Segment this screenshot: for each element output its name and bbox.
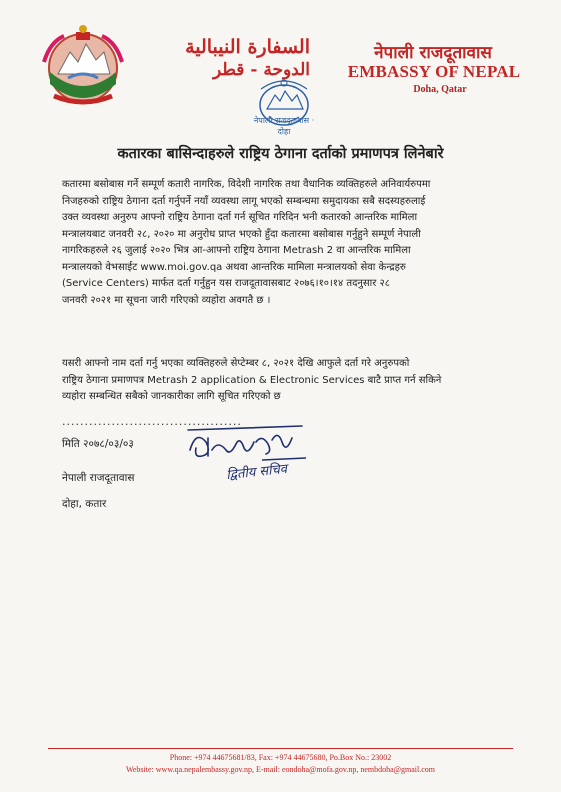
paragraph-line: यसरी आफ्नो नाम दर्ता गर्नु भएका व्यक्तिहरुले सेप्टेम्बर ८, २०२१ देखि आफुले दर्ता गरे अनुरुपको — [62, 358, 410, 369]
paragraph-line: उक्त व्यवस्था अनुरुप आफ्नो राष्ट्रिय ठेगाना दर्ता गर्न सूचित गरिदिन भनी कतारको आन्तरिक मामिला — [62, 212, 418, 223]
paragraph-line: मन्त्रालयबाट जनवरी २८, २०२० मा अनुरोध प्राप्त भएको हुँदा कतारमा बसोबास गर्नुहुने सम्पूर्ण नेपाली — [62, 228, 421, 240]
english-embassy-city: Doha, Qatar — [413, 84, 467, 95]
paragraph-line: जनवरी २०२१ मा सूचना जारी गरिएको व्यहोरा अवगतै छ । — [62, 294, 271, 306]
arabic-embassy-city: الدوحة - قطر — [212, 60, 310, 80]
arabic-embassy-name: السفارة النيبالية — [185, 36, 310, 58]
paragraph-2 — [62, 356, 510, 406]
paragraph-line: नागरिकहरुले २६ जुलाई २०२० भित्र आ-आफ्नो राष्ट्रिय ठेगाना Metrash 2 वा आन्तरिक मामिला — [62, 245, 411, 256]
signoff-city: दोहा, कतार — [62, 498, 107, 510]
footer-divider — [48, 748, 513, 749]
signoff-date: मिति २०७८/०३/०३ — [62, 438, 134, 450]
nepali-embassy-name: नेपाली राजदूतावास — [374, 43, 492, 63]
footer-contact: Phone: +974 44675681/83, Fax: +974 44675680, Po.Box No.: 23002 — [169, 753, 392, 762]
paragraph-line: व्यहोरा सम्बन्धित सबैको जानकारीका लागि सूचित गरिएको छ — [62, 391, 281, 402]
paragraph-line: राष्ट्रिय ठेगाना प्रमाणपत्र Metrash 2 application & Electronic Services बाटै प्राप्त गर्न सकिने — [62, 374, 442, 386]
signature-dotted-line: ........................................ — [62, 415, 242, 428]
signatory-role: द्वितीय सचिव — [225, 461, 288, 484]
stamp-text: नेपाली राजदूतावास · दोहा — [253, 116, 315, 136]
english-embassy-name: EMBASSY OF NEPAL — [347, 62, 521, 81]
paragraph-line: कतारमा बसोबास गर्ने सम्पूर्ण कतारी नागरिक, विदेशी नागरिक तथा वैधानिक व्यक्तिहरुले अनिवार्यरुपमा — [62, 179, 431, 190]
signoff-embassy: नेपाली राजदूतावास — [62, 472, 135, 484]
document-title: कतारका बासिन्दाहरुले राष्ट्रिय ठेगाना दर्ताको प्रमाणपत्र लिनेबारे — [117, 146, 444, 162]
paragraph-line: निजहरुको राष्ट्रिय ठेगाना दर्ता गर्नुपर्ने नयाँ व्यवस्था लागू भएको सम्बन्धमा समुदायका सबै सदस्यहरुलाई — [62, 195, 426, 207]
nepal-coat-of-arms-icon — [40, 22, 126, 108]
footer-web: Website: www.qa.nepalembassy.gov.np, E-mail: eondoha@mofa.gov.np, nembdoha@gmail.com — [125, 765, 436, 774]
paragraph-1 — [62, 177, 510, 309]
paragraph-line: मन्त्रालयको वेभसाईट www.moi.gov.qa अथवा आन्तरिक मामिला मन्त्रालयको सेवा केन्द्रहरु — [62, 261, 406, 273]
paragraph-line: (Service Centers) मार्फत दर्ता गर्नुहुन यस राजदूतावासबाट २०७६।१०।१४ तदनुसार २८ — [62, 278, 390, 289]
